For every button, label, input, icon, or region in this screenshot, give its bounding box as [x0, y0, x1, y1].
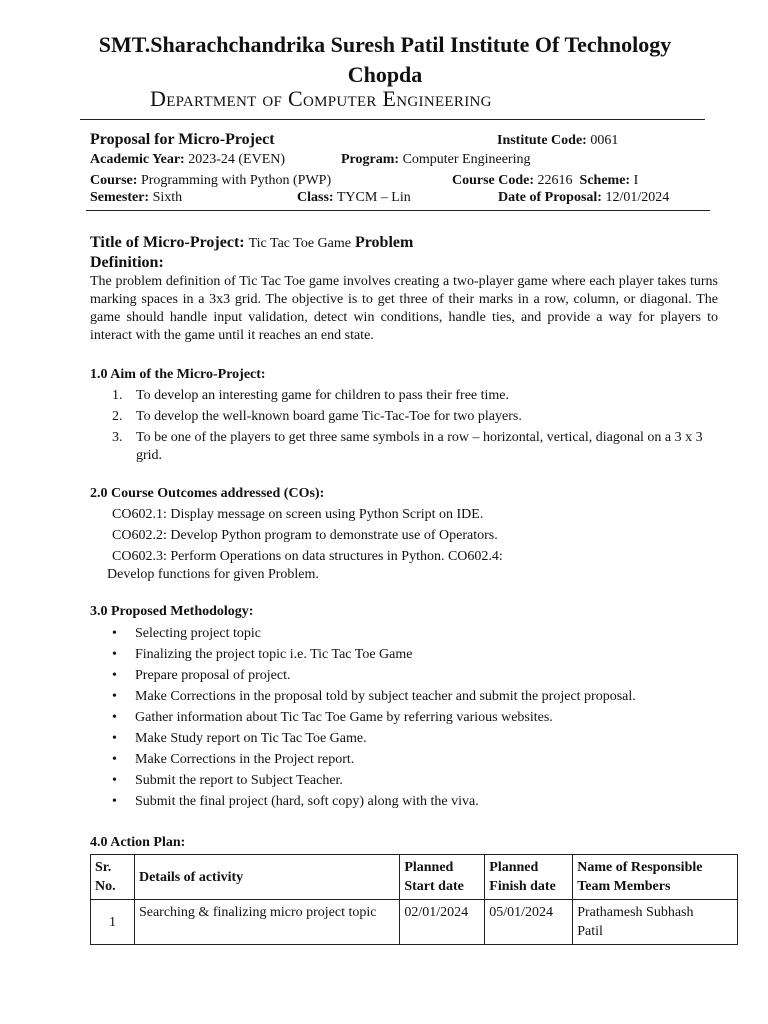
cell-finish: 05/01/2024	[485, 900, 573, 945]
methodology-item: • Submit the report to Subject Teacher.	[112, 773, 343, 788]
semester: Semester: Sixth	[90, 190, 183, 205]
methodology-item: • Submit the final project (hard, soft copy) along with the viva.	[112, 794, 479, 809]
outcome-line: CO602.3: Perform Operations on data structures in Python. CO602.4:	[112, 549, 503, 564]
problem-definition-paragraph: The problem definition of Tic Tac Toe game involves creating a two-player game where each player takes turns marking spaces in a 3x3 grid. The objective is to get three of their marks in a row, column, or diagonal. The game should handle input validation, detect win conditions, handle ties, and provide a way for players to interact with the game until it reaches an end state.	[90, 274, 718, 343]
department-name: Department of Computer Engineering	[150, 86, 492, 111]
table-row	[91, 900, 738, 945]
course: Course: Programming with Python (PWP)	[90, 173, 332, 188]
action-plan-heading: 4.0 Action Plan:	[90, 835, 186, 850]
col-start-date: Planned Start date	[400, 855, 485, 900]
action-plan-table	[90, 854, 738, 945]
methodology-item: • Selecting project topic	[112, 626, 261, 641]
proposal-title: Proposal for Micro-Project	[90, 131, 275, 148]
institute-code: Institute Code: 0061	[497, 133, 619, 148]
institute-name: SMT.Sharachchandrika Suresh Patil Institute Of Technology	[98, 32, 672, 57]
col-finish-date: Planned Finish date	[485, 855, 573, 900]
outcomes-heading: 2.0 Course Outcomes addressed (COs):	[90, 486, 325, 501]
program: Program: Computer Engineering	[341, 152, 531, 167]
table-header-row	[91, 855, 738, 900]
academic-year: Academic Year: 2023-24 (EVEN)	[90, 152, 286, 167]
header-divider	[80, 119, 705, 120]
aim-item: 1. To develop an interesting game for children to pass their free time.	[112, 388, 510, 403]
aim-item: 2. To develop the well-known board game Tic-Tac-Toe for two players.	[112, 409, 522, 424]
date-of-proposal: Date of Proposal: 12/01/2024	[498, 190, 670, 205]
methodology-heading: 3.0 Proposed Methodology:	[90, 604, 254, 619]
col-details: Details of activity	[134, 855, 399, 900]
micro-project-title: Title of Micro-Project: Tic Tac Toe Game Problem	[90, 234, 414, 251]
aim-item: 3. To be one of the players to get three same symbols in a row – horizontal, vertical, diagonal on a 3 x 3 grid.	[112, 430, 703, 463]
methodology-item: • Prepare proposal of project.	[112, 668, 291, 683]
definition-heading: Definition:	[90, 254, 164, 271]
outcome-line: CO602.1: Display message on screen using Python Script on IDE.	[112, 507, 484, 522]
methodology-item: • Make Corrections in the Project report.	[112, 752, 355, 767]
meta-divider	[86, 210, 710, 211]
course-code: Course Code: 22616 Scheme: I	[452, 173, 639, 188]
cell-details: Searching & finalizing micro project topic	[134, 900, 399, 945]
col-sr-no: Sr. No.	[91, 855, 135, 900]
methodology-item: • Gather information about Tic Tac Toe Game by referring various websites.	[112, 710, 553, 725]
cell-start: 02/01/2024	[400, 900, 485, 945]
methodology-item: • Make Corrections in the proposal told by subject teacher and submit the project proposal.	[112, 689, 636, 704]
methodology-item: • Finalizing the project topic i.e. Tic Tac Toe Game	[112, 647, 413, 662]
cell-members: Prathamesh Subhash Patil	[573, 900, 738, 945]
class: Class: TYCM – Lin	[297, 190, 411, 205]
institute-city: Chopda	[347, 62, 423, 87]
aim-heading: 1.0 Aim of the Micro-Project:	[90, 367, 266, 382]
cell-sr: 1	[91, 900, 135, 945]
methodology-item: • Make Study report on Tic Tac Toe Game.	[112, 731, 367, 746]
outcome-line: CO602.2: Develop Python program to demonstrate use of Operators.	[112, 528, 498, 543]
col-members: Name of Responsible Team Members	[573, 855, 738, 900]
outcome-line: Develop functions for given Problem.	[107, 567, 319, 582]
